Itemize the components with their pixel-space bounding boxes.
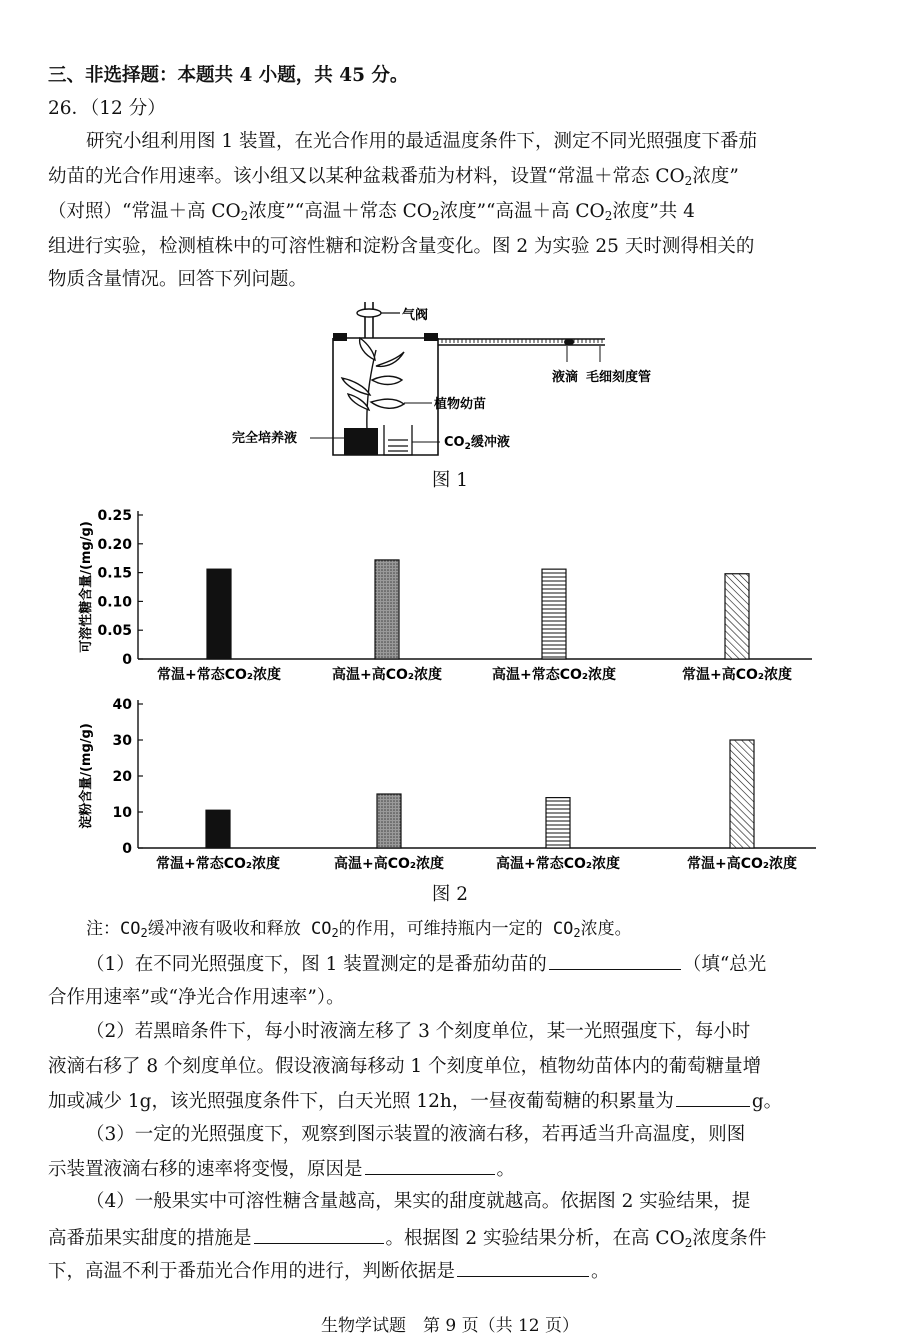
intro-line-4: 组进行实验，检测植株中的可溶性糖和淀粉含量变化。图 2 为实验 25 天时测得相关的 — [48, 236, 755, 257]
note: 注：$CO_2$缓冲液有吸收和释放 $CO_2$的作用，可维持瓶内一定的 $CO_2$浓度。 — [86, 919, 632, 940]
intro-line-3: （对照）“常温＋高 $CO_2$浓度”“高温＋常态 $CO_2$浓度”“高温＋高 $CO_2$浓度”共 4 — [48, 201, 695, 223]
starch-chart — [0, 692, 900, 880]
q4-line-3: 下，高温不利于番茄光合作用的进行，判断依据是 。 — [48, 1258, 854, 1284]
q2-line-2: 液滴右移了 8 个刻度单位。假设液滴每移动 1 个刻度单位，植物幼苗体内的葡萄糖量增 — [48, 1056, 762, 1077]
y-tick-label: 40 — [112, 697, 132, 713]
y-tick-label: 0.10 — [97, 594, 132, 611]
q1-answer-blank[interactable] — [549, 951, 681, 970]
figure-1-apparatus — [0, 295, 900, 495]
valve-label: 气阀 — [402, 308, 429, 323]
category-label: 高温+高CO₂浓度 — [331, 667, 443, 683]
category-label: 常温+常态CO₂浓度 — [156, 667, 282, 683]
soluble-sugar-chart — [0, 500, 900, 690]
bar — [207, 569, 231, 659]
bar — [730, 740, 754, 848]
y-tick-label: 20 — [112, 769, 132, 785]
q4-answer-blank-2[interactable] — [457, 1258, 589, 1277]
y-axis-label: 可溶性糖含量/(mg/g) — [79, 521, 94, 653]
seedling-label: 植物幼苗 — [434, 397, 487, 412]
q1-line-1: （1）在不同光照强度下，图 1 装置测定的是番茄幼苗的 （填“总光 — [86, 951, 854, 977]
category-label: 常温+高CO₂浓度 — [686, 856, 798, 872]
y-tick-label: 0 — [122, 841, 132, 857]
bar — [206, 810, 230, 848]
figure-1-caption: 图 1 — [431, 470, 469, 491]
q2-line-1: （2）若黑暗条件下，每小时液滴左移了 3 个刻度单位，某一光照强度下，每小时 — [86, 1021, 751, 1042]
q4-answer-blank-1[interactable] — [254, 1225, 384, 1244]
category-label: 高温+常态CO₂浓度 — [495, 856, 621, 872]
y-axis-label: 淀粉含量/(mg/g) — [79, 723, 94, 829]
bar — [375, 560, 399, 659]
intro-line-2: 幼苗的光合作用速率。该小组又以某种盆栽番茄为材料，设置“常温＋常态 $CO_2$浓度” — [48, 166, 739, 188]
q3-line-1: （3）一定的光照强度下，观察到图示装置的液滴右移，若再适当升高温度，则图 — [86, 1124, 746, 1145]
section-title: 三、非选择题：本题共 4 小题，共 45 分。 — [48, 65, 409, 86]
bar — [377, 794, 401, 848]
category-label: 高温+常态CO₂浓度 — [491, 667, 617, 683]
nutrient-solution-label: 完全培养液 — [232, 431, 298, 446]
droplet-label: 液滴 — [552, 370, 579, 385]
y-tick-label: 0.15 — [97, 565, 132, 582]
q1-line-2: 合作用速率”或“净光合作用速率”）。 — [48, 987, 345, 1008]
q3-answer-blank[interactable] — [365, 1156, 495, 1175]
q4-line-1: （4）一般果实中可溶性糖含量越高，果实的甜度就越高。依据图 2 实验结果，提 — [86, 1191, 751, 1212]
category-label: 常温+常态CO₂浓度 — [155, 856, 281, 872]
question-header: 26．（12 分） — [48, 98, 166, 119]
q3-line-2: 示装置液滴右移的速率将变慢，原因是 。 — [48, 1156, 854, 1182]
q4-line-2: 高番茄果实甜度的措施是 。根据图 2 实验结果分析，在高 $CO_2$浓度条件 — [48, 1225, 854, 1251]
co2-buffer-label: $CO_2$缓冲液 — [444, 435, 510, 452]
intro-line-1: 研究小组利用图 1 装置，在光合作用的最适温度条件下，测定不同光照强度下番茄 — [86, 131, 758, 152]
q2-answer-blank[interactable] — [676, 1088, 750, 1107]
bar — [542, 569, 566, 659]
capillary-tube-label: 毛细刻度管 — [586, 370, 652, 385]
q2-line-3: 加或减少 1g，该光照强度条件下，白天光照 12h，一昼夜葡萄糖的积累量为 g。 — [48, 1088, 854, 1114]
intro-line-5: 物质含量情况。回答下列问题。 — [48, 269, 308, 290]
bar — [546, 798, 570, 848]
figure-2-caption: 图 2 — [431, 884, 469, 905]
y-tick-label: 10 — [112, 805, 132, 821]
y-tick-label: 0.25 — [97, 508, 132, 524]
y-tick-label: 0 — [122, 652, 132, 668]
bar — [725, 574, 749, 659]
category-label: 常温+高CO₂浓度 — [681, 667, 793, 683]
y-tick-label: 0.20 — [97, 536, 132, 553]
y-tick-label: 30 — [112, 733, 132, 749]
y-tick-label: 0.05 — [97, 623, 132, 640]
category-label: 高温+高CO₂浓度 — [333, 856, 445, 872]
page-footer: 生物学试题 第 9 页（共 12 页） — [320, 1316, 580, 1336]
